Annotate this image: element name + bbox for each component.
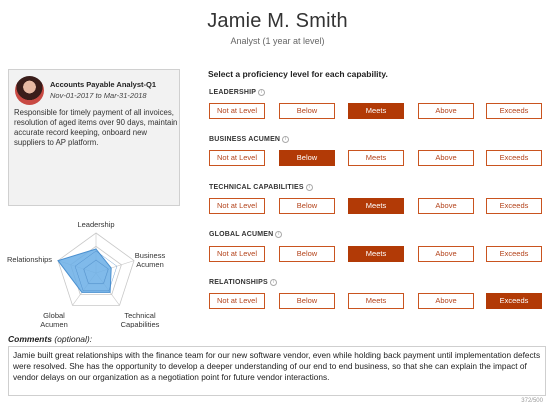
role-description: Responsible for timely payment of all invoices, resolution of aged items over 90 days, maintain accurate record keeping, onboard new suppliers to AP platform. bbox=[14, 108, 178, 147]
level-button-below[interactable]: Below bbox=[279, 293, 335, 309]
info-icon[interactable]: i bbox=[258, 89, 265, 96]
radar-axis-label: Leadership bbox=[77, 220, 115, 229]
person-avatar-icon bbox=[15, 76, 44, 105]
capability-label-text: TECHNICAL CAPABILITIES bbox=[209, 184, 304, 191]
capability-label-text: RELATIONSHIPS bbox=[209, 279, 268, 286]
level-button-not-at-level[interactable]: Not at Level bbox=[209, 103, 265, 119]
employee-subtitle: Analyst (1 year at level) bbox=[230, 36, 325, 46]
level-button-above[interactable]: Above bbox=[418, 198, 474, 214]
level-button-meets[interactable]: Meets bbox=[348, 103, 404, 119]
info-icon[interactable]: i bbox=[282, 136, 289, 143]
role-dates: Nov-01-2017 to Mar-31-2018 bbox=[50, 91, 147, 100]
comments-textarea[interactable]: Jamie built great relationships with the finance team for our new software vendor, even while holding back payment until implementation defects were resolved. She has the opportunity to develop a deeper understanding of our end to end business, so that she can explain the impact of vendor delays on our organization as a negotiation point for future vendor interactions. bbox=[8, 346, 546, 396]
level-button-not-at-level[interactable]: Not at Level bbox=[209, 150, 265, 166]
level-button-below[interactable]: Below bbox=[279, 246, 335, 262]
level-button-exceeds[interactable]: Exceeds bbox=[486, 150, 542, 166]
capability-label-text: BUSINESS ACUMEN bbox=[209, 136, 281, 143]
info-icon[interactable]: i bbox=[306, 184, 313, 191]
capability-label bbox=[209, 279, 277, 286]
capability-label bbox=[209, 231, 282, 238]
character-counter: 372/500 bbox=[521, 398, 543, 404]
employee-name: Jamie M. Smith bbox=[207, 10, 348, 32]
radar-axis-label: Business Acumen bbox=[134, 251, 166, 269]
capability-label bbox=[209, 136, 289, 143]
level-button-meets[interactable]: Meets bbox=[348, 150, 404, 166]
level-button-above[interactable]: Above bbox=[418, 293, 474, 309]
level-button-above[interactable]: Above bbox=[418, 150, 474, 166]
level-button-exceeds[interactable]: Exceeds bbox=[486, 293, 542, 309]
role-card bbox=[8, 69, 180, 206]
radar-axis-label: Relationships bbox=[7, 255, 53, 264]
level-button-not-at-level[interactable]: Not at Level bbox=[209, 198, 265, 214]
info-icon[interactable]: i bbox=[275, 231, 282, 238]
proficiency-button-group bbox=[209, 246, 543, 262]
radar-axis-label: Technical Capabilities bbox=[120, 311, 160, 328]
capability-label-text: GLOBAL ACUMEN bbox=[209, 231, 274, 238]
proficiency-button-group bbox=[209, 198, 543, 214]
proficiency-button-group bbox=[209, 293, 543, 309]
role-title: Accounts Payable Analyst-Q1 bbox=[50, 80, 157, 89]
instruction-text: Select a proficiency level for each capability. bbox=[208, 69, 388, 79]
level-button-meets[interactable]: Meets bbox=[348, 246, 404, 262]
comments-label: Comments (optional): bbox=[8, 334, 93, 344]
radar-axis-label: Global Acumen bbox=[40, 311, 68, 328]
level-button-below[interactable]: Below bbox=[279, 198, 335, 214]
level-button-below[interactable]: Below bbox=[279, 150, 335, 166]
level-button-meets[interactable]: Meets bbox=[348, 198, 404, 214]
level-button-not-at-level[interactable]: Not at Level bbox=[209, 293, 265, 309]
level-button-exceeds[interactable]: Exceeds bbox=[486, 246, 542, 262]
level-button-exceeds[interactable]: Exceeds bbox=[486, 103, 542, 119]
level-button-above[interactable]: Above bbox=[418, 246, 474, 262]
info-icon[interactable]: i bbox=[270, 279, 277, 286]
capability-label-text: LEADERSHIP bbox=[209, 89, 257, 96]
proficiency-button-group bbox=[209, 103, 543, 119]
level-button-meets[interactable]: Meets bbox=[348, 293, 404, 309]
capability-radar-chart bbox=[0, 208, 190, 328]
level-button-above[interactable]: Above bbox=[418, 103, 474, 119]
level-button-not-at-level[interactable]: Not at Level bbox=[209, 246, 265, 262]
page-header bbox=[0, 10, 555, 46]
proficiency-button-group bbox=[209, 150, 543, 166]
capability-label bbox=[209, 184, 313, 191]
capability-label bbox=[209, 89, 265, 96]
level-button-exceeds[interactable]: Exceeds bbox=[486, 198, 542, 214]
level-button-below[interactable]: Below bbox=[279, 103, 335, 119]
